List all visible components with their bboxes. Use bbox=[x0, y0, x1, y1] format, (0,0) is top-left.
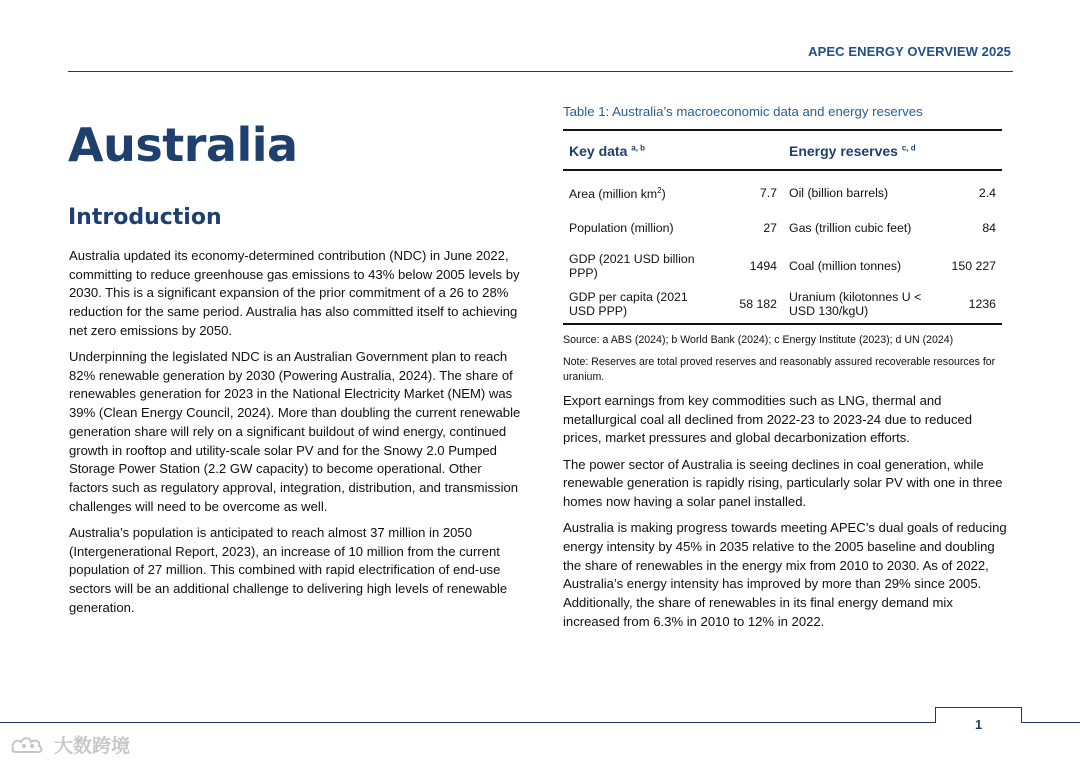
reserve-label: Uranium (kilotonnes U < USD 130/kgU) bbox=[783, 286, 933, 325]
reserve-value: 150 227 bbox=[951, 259, 996, 274]
left-column bbox=[69, 247, 521, 625]
table-note: Note: Reserves are total proved reserves and reasonably assured recoverable resources for uranium. bbox=[563, 356, 996, 383]
reserve-label: Coal (million tonnes) bbox=[789, 259, 902, 274]
reserve-label: Gas (trillion cubic feet) bbox=[789, 220, 912, 235]
watermark-text: 大数跨境 bbox=[54, 736, 131, 757]
key-value: 58 182 bbox=[723, 286, 783, 325]
watermark-logo-icon bbox=[10, 734, 48, 756]
key-value: 1494 bbox=[749, 259, 777, 274]
key-label: Population (million) bbox=[569, 220, 674, 235]
table-source: Source: a ABS (2024); b World Bank (2024); c Energy Institute (2023); d UN (2024) bbox=[563, 334, 954, 346]
key-label: Area (million $km^2$) bbox=[569, 186, 666, 202]
header-divider bbox=[68, 71, 1013, 72]
key-value: 7.7 bbox=[759, 185, 777, 200]
table-caption: Table 1: Australia’s macroeconomic data and energy reserves bbox=[563, 104, 923, 119]
footer-divider bbox=[0, 722, 936, 723]
paragraph: Underpinning the legislated NDC is an Australian Government plan to reach 82% renewable generation by 2030 (Powering Australia, 2024). The share of renewables generation for 2023 in the National Electricity Market (NEM) was 39% (Clean Energy Council, 2024). More than doubling the current renewable generation share will rely on a significant buildout of wind energy, continued growth in rooftop and utility-scale solar PV and for the Snowy 2.0 Pumped Storage Power Station (2.2 GW capacity) to become operational. Other factors such as regulatory approval, integration, distribution, and transmission challenges will need to be overcome as well. bbox=[69, 349, 521, 514]
reserve-value: 1236 bbox=[933, 286, 1002, 325]
right-column bbox=[563, 104, 1008, 639]
paragraph: Australia is making progress towards meeting APEC’s dual goals of reducing energy intensity by 45% in 2035 relative to the 2005 baseline and doubling the share of renewables in the energy mix from 2010 to 2030. As of 2022, Australia’s energy intensity has improved by more than 29% since 2005. Additionally, the share of renewables in its final energy demand mix increased from 6.3% in 2010 to 12% in 2022. bbox=[563, 520, 1007, 629]
footer-divider bbox=[1021, 722, 1080, 723]
page-number: 1 bbox=[975, 717, 983, 732]
paragraph: Export earnings from key commodities such as LNG, thermal and metallurgical coal all declined from 2022-23 to 2023-24 due to reduced prices, market pressures and global decarbonization efforts. bbox=[563, 393, 973, 446]
key-label: GDP (2021 USD billion PPP) bbox=[569, 252, 695, 281]
watermark bbox=[10, 731, 130, 758]
section-heading: Introduction bbox=[68, 205, 222, 230]
reserve-value: 84 bbox=[982, 220, 996, 235]
page-title: Australia bbox=[68, 118, 298, 172]
table-header-energy-reserves: Energy reserves $^{c, d}$ bbox=[783, 130, 1002, 170]
header-title: APEC ENERGY OVERVIEW 2025 bbox=[808, 44, 1011, 59]
key-label: GDP per capita (2021 USD PPP) bbox=[563, 286, 723, 325]
table-row bbox=[563, 170, 1002, 209]
reserve-label: Oil (billion barrels) bbox=[789, 185, 889, 200]
key-value: 27 bbox=[763, 220, 777, 235]
paragraph: Australia updated its economy-determined contribution (NDC) in June 2022, committing to reduce greenhouse gas emissions to 43% below 2005 levels by 2030. This is a significant expansion of the prior commitment of a 26 to 28% reduction for the same period. Australia has also committed itself to achieving net zero emissions by 2050. bbox=[69, 248, 520, 338]
table-row bbox=[563, 209, 1002, 248]
data-table bbox=[563, 129, 1002, 325]
table-row bbox=[563, 286, 1002, 325]
paragraph: Australia’s population is anticipated to reach almost 37 million in 2050 (Intergenerational Report, 2023), an increase of 10 million from the current population of 27 million. This combined with rapid electrification of end-use sectors will be an additional challenge to delivering high levels of renewable generation. bbox=[69, 524, 508, 615]
right-text bbox=[563, 392, 1008, 631]
reserve-value: 2.4 bbox=[978, 185, 996, 200]
table-row bbox=[563, 247, 1002, 286]
table-header-key-data: Key data $^{a, b}$ bbox=[563, 130, 783, 170]
paragraph: The power sector of Australia is seeing declines in coal generation, while renewable generation is rapidly rising, particularly solar PV with one in three homes now having a solar panel installed. bbox=[563, 456, 1003, 510]
